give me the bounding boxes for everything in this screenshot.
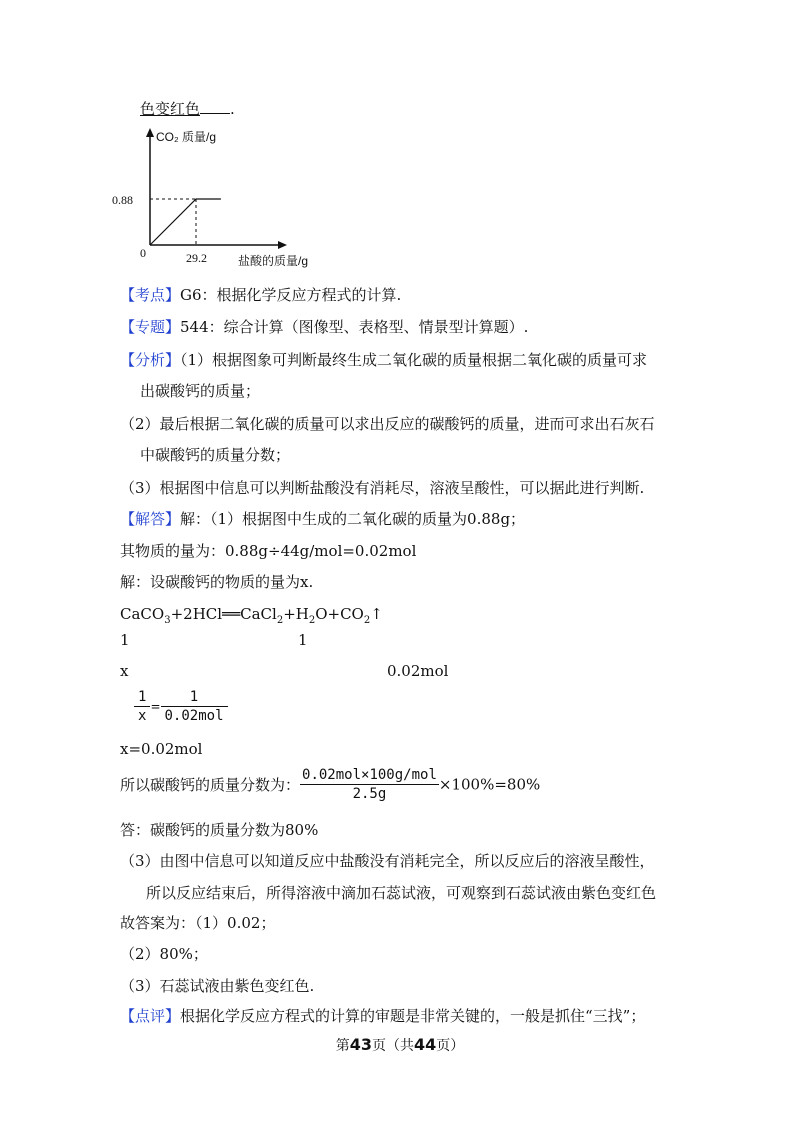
page-number: 43 — [349, 1035, 372, 1054]
fenxi-tag: 【分析】 — [120, 351, 181, 369]
series-line — [150, 199, 221, 245]
underlined-answer: 色变红色 — [140, 100, 201, 118]
zhuanti-line — [120, 317, 528, 337]
y-axis-label: CO₂ 质量/g — [156, 130, 217, 144]
jieda-tag: 【解答】 — [120, 510, 181, 528]
proportion-equation: $\frac{1}{x}$ = $\frac{1}{\text{0.02mol}}$ — [134, 688, 228, 725]
jieda-line-1 — [120, 509, 525, 529]
origin-label: 0 — [140, 246, 146, 260]
zhuanti-text: 544：综合计算（图像型、表格型、情景型计算题）. — [180, 318, 529, 336]
result-line: x=0.02mol — [120, 740, 203, 758]
zhuanti-tag: 【专题】 — [120, 318, 181, 336]
kaodian-line — [120, 285, 401, 305]
x-axis-arrow — [278, 241, 287, 249]
part3-line-1: （3）由图中信息可以知道反应中盐酸没有消耗完全，所以反应后的溶液呈酸性， — [120, 852, 655, 870]
page-footer: 第43页（共44页） — [335, 1035, 465, 1054]
kaodian-text: G6：根据化学反应方程式的计算. — [180, 286, 402, 304]
continued-answer-line — [140, 99, 235, 119]
page-total: 44 — [414, 1035, 437, 1054]
ratio-1b: 1 — [298, 631, 308, 649]
dianping-line — [120, 1006, 645, 1026]
fraction-1-over-mol: $\frac{1}{\text{0.02mol}}$ — [161, 688, 228, 725]
ratio-1a: 1 — [120, 631, 130, 649]
final-answer-3: （3）石蕊试液由紫色变红色. — [120, 977, 315, 995]
dianping-tag: 【点评】 — [120, 1007, 181, 1025]
ratio-mol: 0.02mol — [387, 662, 449, 680]
y-tick-label: 0.88 — [112, 193, 133, 207]
co2-mass-graph — [110, 125, 340, 275]
jieda-line-3: 解：设碳酸钙的物质的量为x. — [120, 573, 314, 591]
part3-line-2: 所以反应结束后，所得溶液中滴加石蕊试液，可观察到石蕊试液由紫色变红色 — [146, 884, 657, 902]
ratio-x: x — [120, 662, 129, 680]
percentage-line: 所以碳酸钙的质量分数为： $\frac{\text{0.02mol×100g/mol}}{2.5g}$ ×100%=80% — [120, 767, 541, 802]
kaodian-tag: 【考点】 — [120, 286, 181, 304]
dianping-text: 根据化学反应方程式的计算的审题是非常关键的，一般是抓住“三找”； — [180, 1007, 646, 1025]
fraction-1-over-x: $\frac{1}{x}$ — [134, 688, 150, 725]
reaction-equation: $CaCO_3+2HCl══CaCl_2+H_2O+CO_2↑$ — [120, 605, 383, 626]
gas-arrow: ↑ — [370, 605, 383, 623]
y-axis-arrow — [146, 128, 154, 137]
jieda-text-1: 解：（1）根据图中生成的二氧化碳的质量为0.88g； — [180, 510, 526, 528]
final-answer-2: （2）80%； — [120, 945, 208, 963]
jieda-line-2: 其物质的量为：0.88g÷44g/mol=0.02mol — [120, 542, 417, 560]
fenxi-line-4: 中碳酸钙的质量分数； — [140, 446, 291, 464]
fenxi-text-1: （1）根据图象可判断最终生成二氧化碳的质量根据二氧化碳的质量可求 — [180, 351, 648, 369]
fenxi-line-2: 出碳酸钙的质量； — [140, 382, 261, 400]
x-axis-label: 盐酸的质量/g — [238, 254, 309, 268]
answer-line-2: 答：碳酸钙的质量分数为80% — [120, 821, 319, 839]
x-tick-label: 29.2 — [186, 251, 207, 265]
fenxi-line-5: （3）根据图中信息可以判断盐酸没有消耗尽，溶液呈酸性，可以据此进行判断. — [120, 479, 645, 497]
fenxi-line-1 — [120, 350, 647, 370]
final-answer-1: 故答案为：（1）0.02； — [120, 914, 276, 932]
fenxi-line-3: （2）最后根据二氧化碳的质量可以求出反应的碳酸钙的质量，进而可求出石灰石 — [120, 415, 655, 433]
period: . — [230, 100, 235, 118]
percentage-fraction: $\frac{\text{0.02mol×100g/mol}}{2.5g}$ — [302, 767, 437, 802]
